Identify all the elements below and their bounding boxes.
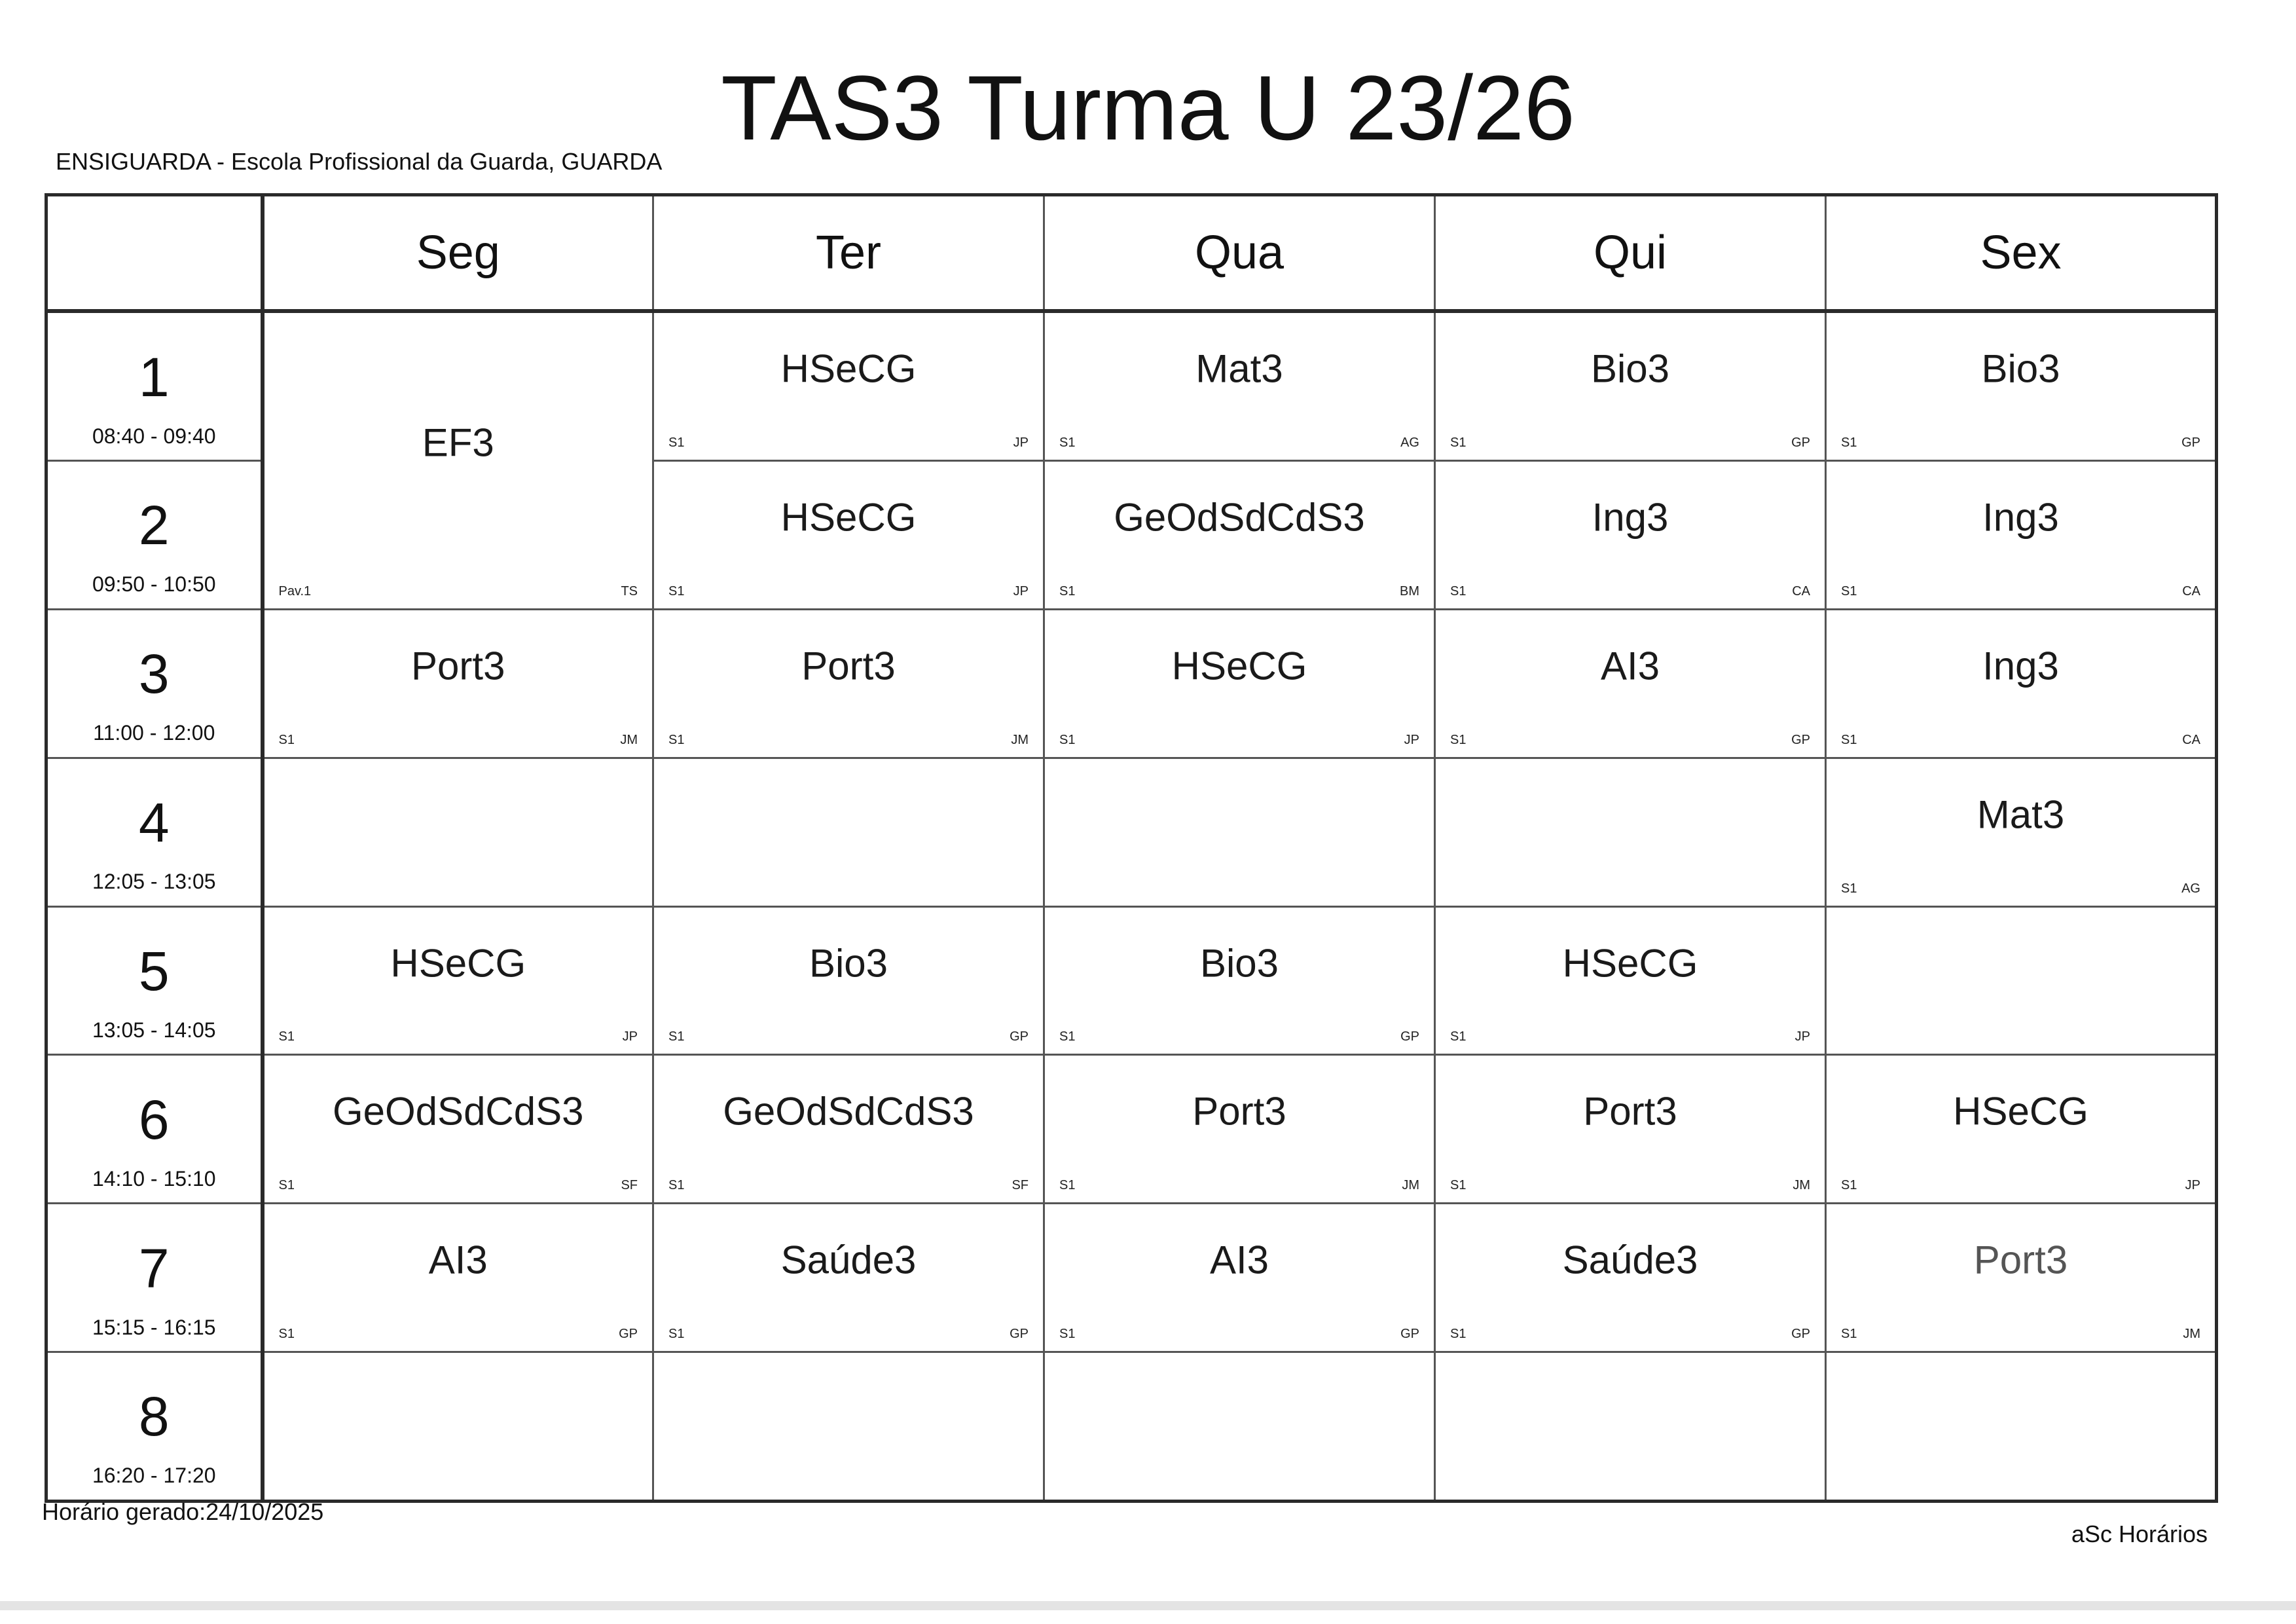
day-header-ter: Ter	[653, 195, 1044, 312]
period-header-6	[46, 1055, 263, 1204]
lesson-subject: HSeCG	[1171, 644, 1307, 688]
lesson-subject: Port3	[801, 644, 896, 688]
period-header-8	[46, 1352, 263, 1501]
lesson	[264, 908, 653, 1054]
lesson-teacher: GP	[1791, 732, 1810, 747]
lesson-teacher: JP	[1013, 583, 1029, 599]
lesson-teacher: JM	[1402, 1178, 1419, 1193]
lesson	[264, 1056, 653, 1202]
lesson-room: S1	[1059, 1029, 1076, 1044]
lesson-room: S1	[668, 1326, 685, 1341]
lesson	[654, 313, 1043, 460]
lesson-teacher: GP	[1791, 435, 1810, 451]
lesson-teacher: GP	[1400, 1326, 1419, 1341]
lesson-room: S1	[668, 1029, 685, 1044]
empty-cell	[653, 758, 1044, 906]
lesson-subject: EF3	[422, 420, 494, 465]
lesson-subject: HSeCG	[1953, 1089, 2088, 1134]
scan-edge	[0, 1601, 2296, 1610]
period-time: 12:05 - 13:05	[92, 870, 216, 894]
lesson	[654, 462, 1043, 608]
empty-cell	[1435, 758, 1826, 906]
lesson-cell	[263, 311, 653, 609]
lesson	[1827, 1056, 2215, 1202]
lesson	[1827, 313, 2215, 460]
lesson-subject: GeOdSdCdS3	[723, 1089, 974, 1134]
lesson-room: S1	[1841, 881, 1857, 896]
lesson-subject: GeOdSdCdS3	[1114, 495, 1365, 540]
lesson-room: S1	[278, 732, 295, 747]
lesson-teacher: JP	[622, 1029, 638, 1044]
lesson-cell	[1044, 906, 1435, 1055]
empty-cell	[1044, 758, 1435, 906]
lesson	[1045, 908, 1434, 1054]
lesson-cell	[1435, 1204, 1826, 1352]
lesson	[1045, 1056, 1434, 1202]
period-row	[46, 1352, 2217, 1501]
lesson-teacher: GP	[619, 1326, 638, 1341]
lesson-teacher: SF	[621, 1178, 638, 1193]
period-row	[46, 906, 2217, 1055]
lesson-subject: Bio3	[1981, 346, 2060, 391]
lesson-subject: Bio3	[1199, 941, 1279, 986]
lesson-teacher: JM	[2183, 1326, 2200, 1341]
software-credit: aSc Horários	[2071, 1521, 2208, 1547]
lesson-room: S1	[1841, 583, 1857, 599]
lesson-subject: Port3	[1583, 1089, 1677, 1134]
lesson-subject: Ing3	[1592, 495, 1669, 540]
lesson-cell	[263, 609, 653, 758]
school-name: ENSIGUARDA - Escola Profissional da Guarda, GUARDA	[56, 148, 663, 175]
lesson-subject: HSeCG	[780, 495, 917, 540]
lesson-subject: AI3	[428, 1238, 488, 1282]
lesson-teacher: GP	[2181, 435, 2200, 451]
lesson-cell	[1044, 311, 1435, 461]
lesson	[654, 908, 1043, 1054]
period-number: 5	[138, 940, 170, 1002]
lesson-subject: GeOdSdCdS3	[332, 1089, 584, 1134]
lesson	[1436, 462, 1825, 608]
lesson-teacher: GP	[1400, 1029, 1419, 1044]
lesson	[1436, 908, 1825, 1054]
lesson-subject: Saúde3	[780, 1238, 917, 1282]
empty-cell	[263, 1352, 653, 1501]
lesson-teacher: CA	[2182, 732, 2200, 747]
lesson-room: S1	[1450, 435, 1467, 451]
lesson-cell	[1826, 758, 2217, 906]
lesson-room: S1	[1841, 732, 1857, 747]
lesson-cell	[263, 906, 653, 1055]
empty-cell	[653, 1352, 1044, 1501]
lesson-teacher: GP	[1010, 1029, 1029, 1044]
lesson-teacher: CA	[1792, 583, 1810, 599]
period-number: 2	[138, 494, 170, 557]
lesson-room: S1	[668, 1178, 685, 1193]
lesson	[264, 1204, 653, 1351]
lesson-cell	[1826, 311, 2217, 461]
lesson-room: S1	[278, 1178, 295, 1193]
lesson-cell	[653, 906, 1044, 1055]
lesson-cell	[1826, 609, 2217, 758]
period-time: 09:50 - 10:50	[92, 572, 216, 597]
lesson	[264, 610, 653, 757]
empty-cell	[1044, 1352, 1435, 1501]
lesson-cell	[1044, 461, 1435, 610]
period-row	[46, 609, 2217, 758]
lesson	[1827, 462, 2215, 608]
day-header-sex: Sex	[1826, 195, 2217, 312]
lesson-teacher: JM	[1011, 732, 1029, 747]
lesson	[1045, 313, 1434, 460]
lesson-cell	[1826, 461, 2217, 610]
lesson-room: S1	[1059, 435, 1076, 451]
lesson-room: S1	[1841, 1326, 1857, 1341]
lesson-room: S1	[668, 732, 685, 747]
lesson	[1436, 313, 1825, 460]
day-header-seg: Seg	[263, 195, 653, 312]
lesson	[654, 1204, 1043, 1351]
lesson-subject: AI3	[1209, 1238, 1269, 1282]
lesson-cell	[1044, 1055, 1435, 1204]
lesson-subject: Mat3	[1195, 346, 1283, 391]
lesson-room: S1	[668, 435, 685, 451]
day-header-qua: Qua	[1044, 195, 1435, 312]
lesson	[1827, 1204, 2215, 1351]
period-time: 11:00 - 12:00	[93, 721, 215, 745]
lesson-room: S1	[1450, 583, 1467, 599]
lesson-subject: HSeCG	[1562, 941, 1698, 986]
lesson-cell	[1435, 1055, 1826, 1204]
lesson	[1436, 1056, 1825, 1202]
empty-cell	[263, 758, 653, 906]
lesson-ef3	[264, 313, 653, 608]
lesson	[1827, 759, 2215, 906]
lesson-room: S1	[1450, 732, 1467, 747]
lesson-subject: Bio3	[809, 941, 888, 986]
period-header-2	[46, 461, 263, 610]
lesson-cell	[653, 461, 1044, 610]
period-number: 3	[138, 643, 170, 705]
lesson-teacher: SF	[1011, 1178, 1029, 1193]
lesson-cell	[263, 1204, 653, 1352]
lesson-cell	[1826, 1204, 2217, 1352]
empty-cell	[1826, 1352, 2217, 1501]
lesson-teacher: JP	[2185, 1178, 2200, 1193]
lesson	[1436, 1204, 1825, 1351]
lesson-room: S1	[1841, 435, 1857, 451]
lesson	[1827, 610, 2215, 757]
lesson	[1045, 462, 1434, 608]
period-time: 15:15 - 16:15	[92, 1315, 216, 1339]
period-header-4	[46, 758, 263, 906]
timetable-title: TAS3 Turma U 23/26	[721, 56, 1575, 159]
lesson-teacher: GP	[1010, 1326, 1029, 1341]
period-number: 6	[138, 1088, 170, 1151]
lesson-teacher: GP	[1791, 1326, 1810, 1341]
lesson-teacher: CA	[2182, 583, 2200, 599]
period-header-7	[46, 1204, 263, 1352]
lesson-cell	[1044, 609, 1435, 758]
period-number: 8	[138, 1386, 170, 1448]
lesson-room: S1	[1059, 732, 1076, 747]
lesson-cell	[653, 1055, 1044, 1204]
lesson	[654, 1056, 1043, 1202]
lesson	[654, 610, 1043, 757]
lesson-cell	[653, 609, 1044, 758]
lesson-subject: HSeCG	[780, 346, 917, 391]
lesson-subject: Ing3	[1982, 495, 2059, 540]
period-time: 13:05 - 14:05	[92, 1018, 216, 1042]
empty-cell	[1435, 1352, 1826, 1501]
lesson-room: S1	[278, 1326, 295, 1341]
period-header-3	[46, 609, 263, 758]
lesson-cell	[1435, 461, 1826, 610]
day-header-row	[46, 195, 2217, 312]
lesson-subject: HSeCG	[390, 941, 526, 986]
lesson-teacher: AG	[1400, 435, 1419, 451]
period-time: 16:20 - 17:20	[92, 1464, 216, 1488]
empty-cell	[1826, 906, 2217, 1055]
period-header-5	[46, 906, 263, 1055]
lesson-teacher: JM	[1793, 1178, 1810, 1193]
lesson-room: Pav.1	[278, 583, 312, 599]
lesson-cell	[1435, 906, 1826, 1055]
lesson-teacher: JP	[1404, 732, 1419, 747]
period-row	[46, 311, 2217, 461]
lesson-room: S1	[278, 1029, 295, 1044]
period-header-1	[46, 311, 263, 461]
lesson-room: S1	[1450, 1178, 1467, 1193]
lesson-subject: AI3	[1600, 644, 1660, 688]
lesson	[1436, 610, 1825, 757]
lesson-room: S1	[1059, 1326, 1076, 1341]
lesson-cell	[263, 1055, 653, 1204]
period-row	[46, 1055, 2217, 1204]
lesson-cell	[1044, 1204, 1435, 1352]
lesson-teacher: AG	[2181, 881, 2200, 896]
lesson-subject: Mat3	[1977, 792, 2065, 837]
day-header-qui: Qui	[1435, 195, 1826, 312]
lesson	[1045, 610, 1434, 757]
lesson-cell	[1826, 1055, 2217, 1204]
period-number: 7	[138, 1237, 170, 1299]
lesson-subject: Port3	[1192, 1089, 1286, 1134]
lesson-subject: Port3	[411, 644, 505, 688]
period-time: 08:40 - 09:40	[92, 424, 216, 448]
corner-cell	[46, 195, 263, 312]
lesson-cell	[1435, 311, 1826, 461]
lesson-teacher: JM	[620, 732, 638, 747]
generated-date: Horário gerado:24/10/2025	[42, 1498, 324, 1525]
lesson-subject: Ing3	[1982, 644, 2059, 688]
lesson-cell	[1435, 609, 1826, 758]
lesson-subject: Bio3	[1590, 346, 1670, 391]
period-number: 1	[138, 346, 170, 408]
lesson-subject: Port3	[1973, 1238, 2068, 1282]
lesson-subject: Saúde3	[1562, 1238, 1698, 1282]
lesson-room: S1	[1450, 1029, 1467, 1044]
lesson-room: S1	[1059, 583, 1076, 599]
lesson-room: S1	[668, 583, 685, 599]
period-row	[46, 1204, 2217, 1352]
lesson	[1045, 1204, 1434, 1351]
period-number: 4	[138, 792, 170, 854]
lesson-teacher: JP	[1013, 435, 1029, 451]
lesson-teacher: TS	[621, 583, 638, 599]
period-row	[46, 758, 2217, 906]
lesson-room: S1	[1841, 1178, 1857, 1193]
lesson-cell	[653, 1204, 1044, 1352]
period-time: 14:10 - 15:10	[92, 1166, 216, 1190]
lesson-cell	[653, 311, 1044, 461]
timetable-grid	[45, 193, 2218, 1503]
lesson-teacher: BM	[1400, 583, 1419, 599]
lesson-room: S1	[1450, 1326, 1467, 1341]
lesson-room: S1	[1059, 1178, 1076, 1193]
lesson-teacher: JP	[1795, 1029, 1810, 1044]
